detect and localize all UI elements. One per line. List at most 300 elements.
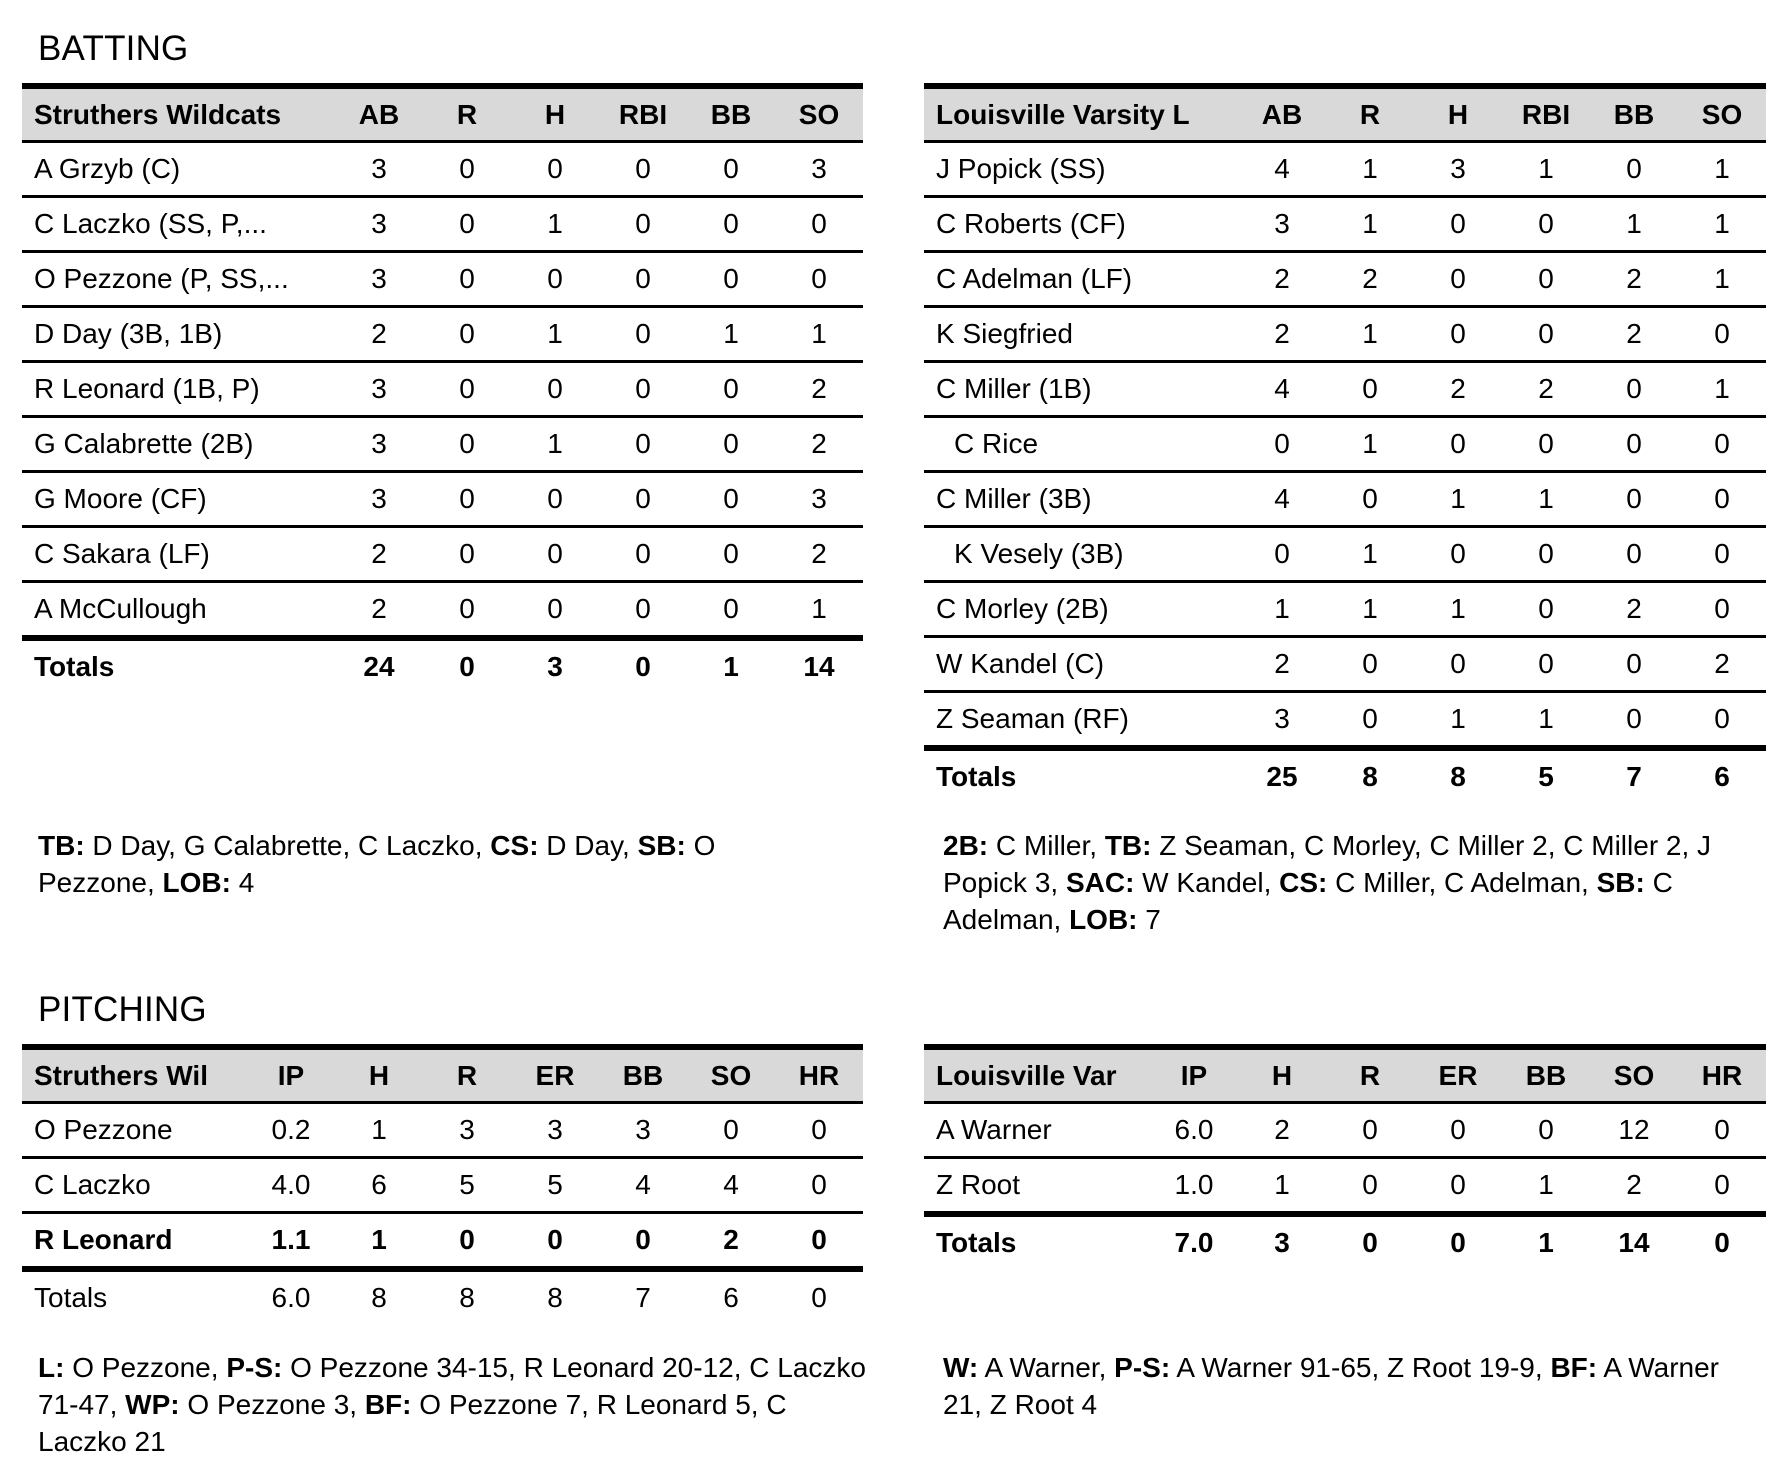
player-name: C Miller (1B): [924, 362, 1238, 417]
header-row: [924, 1047, 1766, 1103]
column-header-h: H: [335, 1047, 423, 1103]
stat-rbi: 1: [1502, 472, 1590, 527]
stat-so: 3: [775, 472, 863, 527]
totals-row: [22, 638, 863, 693]
stat-hr: 0: [775, 1103, 863, 1158]
stat-so: 2: [1678, 637, 1766, 692]
stat-h: 0: [1414, 417, 1502, 472]
stat-so: 1: [1678, 142, 1766, 197]
stat-bb: 0: [1590, 692, 1678, 749]
stat-so: 1: [1678, 252, 1766, 307]
stat-r: 0: [423, 527, 511, 582]
note-value: O Pezzone 34-15, R Leonard 20-12, C Laczko 71-47,: [38, 1352, 866, 1420]
stat-so: 0: [1678, 582, 1766, 637]
stat-so: 4: [687, 1158, 775, 1213]
column-header-rbi: RBI: [599, 86, 687, 142]
total-r: 0: [459, 651, 475, 682]
stat-h: 1: [1414, 472, 1502, 527]
total-r: 0: [1362, 1227, 1378, 1258]
player-row: [924, 1158, 1766, 1215]
stat-rbi: 1: [1502, 142, 1590, 197]
note-key: CS:: [1279, 867, 1328, 898]
stat-ab: 2: [1238, 637, 1326, 692]
player-row: [924, 307, 1766, 362]
team-name-header: Louisville Var: [924, 1047, 1150, 1103]
column-header-so: SO: [687, 1047, 775, 1103]
stat-r: 0: [423, 307, 511, 362]
stat-r: 0: [423, 362, 511, 417]
player-row: [924, 582, 1766, 637]
total-so: 6: [723, 1282, 739, 1313]
player-row: [22, 527, 863, 582]
stat-r: 0: [423, 252, 511, 307]
batting-notes-home: [38, 827, 838, 901]
stat-so: 1: [775, 582, 863, 639]
stat-rbi: 0: [599, 417, 687, 472]
stat-hr: 0: [775, 1158, 863, 1213]
stat-bb: 1: [1502, 1158, 1590, 1215]
stat-r: 1: [1326, 582, 1414, 637]
stat-ab: 1: [1238, 582, 1326, 637]
stat-bb: 0: [1590, 417, 1678, 472]
stat-er: 0: [1414, 1158, 1502, 1215]
stat-ab: 2: [335, 527, 423, 582]
header-row: [924, 86, 1766, 142]
stat-rbi: 0: [1502, 307, 1590, 362]
total-bb: 7: [635, 1282, 651, 1313]
total-hr: 0: [811, 1282, 827, 1313]
stat-bb: 0: [1590, 472, 1678, 527]
stat-r: 0: [1326, 637, 1414, 692]
total-bb: 1: [723, 651, 739, 682]
batting-notes-away: [943, 827, 1743, 938]
pitching-notes-home: [38, 1349, 868, 1460]
column-header-hr: HR: [1678, 1047, 1766, 1103]
stat-so: 2: [775, 417, 863, 472]
column-header-ip: IP: [1150, 1047, 1238, 1103]
stat-r: 0: [1326, 1103, 1414, 1158]
player-name: C Rice: [924, 417, 1238, 472]
player-name: C Adelman (LF): [924, 252, 1238, 307]
total-rbi: 5: [1538, 761, 1554, 792]
player-name: O Pezzone: [22, 1103, 247, 1158]
stat-bb: 0: [1502, 1103, 1590, 1158]
stat-bb: 0: [687, 197, 775, 252]
column-header-ip: IP: [247, 1047, 335, 1103]
player-row: [924, 1103, 1766, 1158]
stat-ab: 3: [335, 252, 423, 307]
stat-h: 0: [511, 527, 599, 582]
stat-bb: 0: [687, 472, 775, 527]
stat-rbi: 0: [599, 362, 687, 417]
stat-r: 0: [1326, 692, 1414, 749]
player-name: C Roberts (CF): [924, 197, 1238, 252]
stat-h: 0: [511, 362, 599, 417]
column-header-bb: BB: [1502, 1047, 1590, 1103]
totals-label: Totals: [34, 1282, 108, 1313]
stat-r: 0: [423, 1213, 511, 1270]
batting-section-title: BATTING: [38, 29, 189, 68]
player-row: [22, 472, 863, 527]
stat-so: 0: [1678, 307, 1766, 362]
note-value: C Adelman,: [943, 867, 1673, 935]
total-rbi: 0: [635, 651, 651, 682]
note-value: A Warner 21, Z Root 4: [943, 1352, 1719, 1420]
stat-rbi: 0: [599, 307, 687, 362]
stat-r: 0: [1326, 1158, 1414, 1215]
stat-h: 0: [1414, 252, 1502, 307]
stat-rbi: 0: [599, 197, 687, 252]
stat-so: 0: [1678, 472, 1766, 527]
stat-so: 0: [1678, 417, 1766, 472]
stat-hr: 0: [775, 1213, 863, 1270]
stat-bb: 2: [1590, 252, 1678, 307]
note-value: W Kandel,: [1134, 867, 1280, 898]
stat-er: 5: [511, 1158, 599, 1213]
stat-ab: 3: [335, 362, 423, 417]
player-row: [924, 637, 1766, 692]
note-value: O Pezzone 7, R Leonard 5, C Laczko 21: [38, 1389, 787, 1457]
note-key: 2B:: [943, 830, 989, 861]
note-value: 7: [1137, 904, 1161, 935]
team-name-header: Struthers Wildcats: [22, 86, 335, 142]
note-key: BF:: [1550, 1352, 1598, 1383]
stat-h: 1: [1414, 692, 1502, 749]
stat-h: 1: [335, 1103, 423, 1158]
total-er: 8: [547, 1282, 563, 1313]
player-row: [22, 142, 863, 197]
total-bb: 1: [1538, 1227, 1554, 1258]
stat-ab: 2: [335, 307, 423, 362]
player-name: C Morley (2B): [924, 582, 1238, 637]
note-key: CS:: [490, 830, 539, 861]
player-row: [22, 582, 863, 639]
stat-rbi: 0: [599, 252, 687, 307]
stat-h: 0: [1414, 197, 1502, 252]
stat-rbi: 0: [599, 142, 687, 197]
total-ab: 24: [363, 651, 395, 682]
note-value: D Day, G Calabrette, C Laczko,: [84, 830, 491, 861]
column-header-r: R: [1326, 1047, 1414, 1103]
note-key: P-S:: [1114, 1352, 1171, 1383]
note-value: O Pezzone 3,: [179, 1389, 365, 1420]
stat-ab: 3: [1238, 197, 1326, 252]
player-name: C Laczko: [22, 1158, 247, 1213]
player-name: D Day (3B, 1B): [22, 307, 335, 362]
stat-h: 2: [1238, 1103, 1326, 1158]
stat-so: 1: [775, 307, 863, 362]
team-name-header: Struthers Wil: [22, 1047, 247, 1103]
player-row: [22, 252, 863, 307]
player-name: C Laczko (SS, P,...: [22, 197, 335, 252]
note-key: SAC:: [1065, 867, 1135, 898]
batting-table-home: [22, 83, 863, 693]
column-header-ab: AB: [1238, 86, 1326, 142]
stat-r: 0: [423, 472, 511, 527]
stat-bb: 4: [599, 1158, 687, 1213]
stat-h: 1: [1238, 1158, 1326, 1215]
header-row: [22, 1047, 863, 1103]
stat-rbi: 0: [1502, 582, 1590, 637]
player-name: K Vesely (3B): [924, 527, 1238, 582]
player-name: R Leonard: [22, 1213, 247, 1270]
column-header-r: R: [423, 1047, 511, 1103]
stat-so: 1: [1678, 362, 1766, 417]
stat-bb: 2: [1590, 582, 1678, 637]
stat-ab: 2: [1238, 307, 1326, 362]
stat-rbi: 1: [1502, 692, 1590, 749]
stat-r: 2: [1326, 252, 1414, 307]
stat-ab: 4: [1238, 142, 1326, 197]
stat-bb: 0: [687, 582, 775, 639]
column-header-er: ER: [1414, 1047, 1502, 1103]
note-key: L:: [38, 1352, 65, 1383]
stat-h: 0: [511, 252, 599, 307]
total-bb: 7: [1626, 761, 1642, 792]
note-key: WP:: [125, 1389, 180, 1420]
note-value: C Miller, C Adelman,: [1327, 867, 1597, 898]
stat-rbi: 0: [1502, 637, 1590, 692]
stat-rbi: 2: [1502, 362, 1590, 417]
total-er: 0: [1450, 1227, 1466, 1258]
header-row: [22, 86, 863, 142]
totals-row: [22, 1269, 863, 1324]
stat-ab: 3: [335, 197, 423, 252]
player-row: [924, 142, 1766, 197]
total-so: 14: [1618, 1227, 1650, 1258]
player-row: [924, 417, 1766, 472]
stat-so: 12: [1590, 1103, 1678, 1158]
stat-rbi: 0: [599, 472, 687, 527]
stat-ip: 1.1: [247, 1213, 335, 1270]
stat-r: 0: [1326, 362, 1414, 417]
stat-r: 5: [423, 1158, 511, 1213]
stat-so: 3: [775, 142, 863, 197]
player-name: C Sakara (LF): [22, 527, 335, 582]
column-header-bb: BB: [687, 86, 775, 142]
player-row: [924, 527, 1766, 582]
stat-er: 3: [511, 1103, 599, 1158]
stat-ip: 4.0: [247, 1158, 335, 1213]
player-row: [924, 692, 1766, 749]
stat-h: 0: [511, 142, 599, 197]
column-header-rbi: RBI: [1502, 86, 1590, 142]
player-row: [924, 252, 1766, 307]
column-header-ab: AB: [335, 86, 423, 142]
column-header-er: ER: [511, 1047, 599, 1103]
stat-bb: 0: [1590, 362, 1678, 417]
pitching-notes-away: [943, 1349, 1763, 1423]
stat-ab: 3: [335, 417, 423, 472]
note-key: LOB:: [1069, 904, 1138, 935]
total-so: 6: [1714, 761, 1730, 792]
totals-row: [924, 1214, 1766, 1269]
player-row: [924, 362, 1766, 417]
note-value: 4: [230, 867, 255, 898]
player-name: A Warner: [924, 1103, 1150, 1158]
stat-er: 0: [1414, 1103, 1502, 1158]
stat-bb: 0: [687, 142, 775, 197]
player-name: A McCullough: [22, 582, 335, 639]
column-header-r: R: [423, 86, 511, 142]
column-header-h: H: [1238, 1047, 1326, 1103]
player-row: [22, 417, 863, 472]
note-key: TB:: [38, 830, 85, 861]
note-key: SB:: [637, 830, 686, 861]
note-key: TB:: [1104, 830, 1152, 861]
column-header-hr: HR: [775, 1047, 863, 1103]
pitching-table-away: [924, 1044, 1766, 1269]
note-value: O Pezzone,: [38, 830, 716, 898]
note-value: A Warner 91-65, Z Root 19-9,: [1170, 1352, 1551, 1383]
note-value: C Miller,: [988, 830, 1105, 861]
stat-hr: 0: [1678, 1158, 1766, 1215]
player-name: K Siegfried: [924, 307, 1238, 362]
stat-bb: 0: [1590, 637, 1678, 692]
stat-h: 1: [511, 417, 599, 472]
stat-r: 1: [1326, 197, 1414, 252]
stat-r: 0: [423, 582, 511, 639]
stat-bb: 0: [687, 362, 775, 417]
total-ip: 7.0: [1174, 1227, 1214, 1258]
note-key: BF:: [364, 1389, 412, 1420]
stat-r: 0: [1326, 472, 1414, 527]
column-header-so: SO: [1590, 1047, 1678, 1103]
player-name: J Popick (SS): [924, 142, 1238, 197]
player-row: [924, 472, 1766, 527]
total-h: 3: [547, 651, 563, 682]
column-header-h: H: [511, 86, 599, 142]
total-h: 3: [1274, 1227, 1290, 1258]
stat-ip: 6.0: [1150, 1103, 1238, 1158]
total-hr: 0: [1714, 1227, 1730, 1258]
note-value: Z Seaman, C Morley, C Miller 2, C Miller 2, J Popick 3,: [943, 830, 1712, 898]
stat-r: 0: [423, 142, 511, 197]
stat-ab: 4: [1238, 362, 1326, 417]
stat-so: 2: [1590, 1158, 1678, 1215]
stat-rbi: 0: [1502, 417, 1590, 472]
stat-h: 1: [511, 307, 599, 362]
stat-bb: 0: [1590, 142, 1678, 197]
stat-ab: 3: [1238, 692, 1326, 749]
note-key: W:: [943, 1352, 979, 1383]
column-header-so: SO: [775, 86, 863, 142]
stat-r: 1: [1326, 527, 1414, 582]
player-row: [22, 197, 863, 252]
total-r: 8: [459, 1282, 475, 1313]
note-value: A Warner,: [978, 1352, 1115, 1383]
stat-rbi: 0: [599, 527, 687, 582]
column-header-bb: BB: [599, 1047, 687, 1103]
stat-rbi: 0: [1502, 527, 1590, 582]
player-row: [22, 1158, 863, 1213]
team-name-header: Louisville Varsity L: [924, 86, 1238, 142]
stat-er: 0: [511, 1213, 599, 1270]
pitching-table-home: [22, 1044, 863, 1324]
total-so: 14: [803, 651, 835, 682]
player-name: R Leonard (1B, P): [22, 362, 335, 417]
column-header-r: R: [1326, 86, 1414, 142]
column-header-h: H: [1414, 86, 1502, 142]
total-ip: 6.0: [271, 1282, 311, 1313]
total-h: 8: [1450, 761, 1466, 792]
total-r: 8: [1362, 761, 1378, 792]
stat-bb: 0: [1590, 527, 1678, 582]
stat-bb: 1: [687, 307, 775, 362]
note-key: LOB:: [162, 867, 231, 898]
player-name: Z Seaman (RF): [924, 692, 1238, 749]
player-name: G Calabrette (2B): [22, 417, 335, 472]
stat-h: 0: [511, 582, 599, 639]
totals-label: Totals: [936, 761, 1017, 792]
stat-bb: 0: [687, 252, 775, 307]
stat-ip: 1.0: [1150, 1158, 1238, 1215]
note-value: D Day,: [538, 830, 638, 861]
stat-ab: 2: [335, 582, 423, 639]
stat-r: 0: [423, 417, 511, 472]
total-ab: 25: [1266, 761, 1298, 792]
note-key: SB:: [1596, 867, 1645, 898]
stat-so: 2: [687, 1213, 775, 1270]
stat-r: 0: [423, 197, 511, 252]
stat-h: 1: [335, 1213, 423, 1270]
stat-h: 0: [1414, 527, 1502, 582]
player-name: G Moore (CF): [22, 472, 335, 527]
stat-so: 2: [775, 362, 863, 417]
player-name: O Pezzone (P, SS,...: [22, 252, 335, 307]
stat-so: 0: [1678, 527, 1766, 582]
stat-so: 1: [1678, 197, 1766, 252]
stat-bb: 0: [599, 1213, 687, 1270]
stat-h: 0: [1414, 637, 1502, 692]
player-row: [924, 197, 1766, 252]
stat-ab: 4: [1238, 472, 1326, 527]
note-value: O Pezzone,: [64, 1352, 227, 1383]
stat-h: 1: [511, 197, 599, 252]
player-row: [22, 1103, 863, 1158]
note-key: P-S:: [226, 1352, 283, 1383]
player-name: C Miller (3B): [924, 472, 1238, 527]
stat-h: 6: [335, 1158, 423, 1213]
pitching-section-title: PITCHING: [38, 990, 207, 1029]
stat-rbi: 0: [599, 582, 687, 639]
stat-h: 3: [1414, 142, 1502, 197]
totals-label: Totals: [34, 651, 115, 682]
stat-ab: 3: [335, 142, 423, 197]
totals-label: Totals: [936, 1227, 1017, 1258]
stat-bb: 0: [687, 527, 775, 582]
stat-bb: 3: [599, 1103, 687, 1158]
player-name: A Grzyb (C): [22, 142, 335, 197]
stat-ab: 0: [1238, 527, 1326, 582]
stat-h: 0: [511, 472, 599, 527]
batting-table-away: [924, 83, 1766, 803]
stat-so: 0: [775, 197, 863, 252]
stat-ab: 0: [1238, 417, 1326, 472]
stat-bb: 1: [1590, 197, 1678, 252]
stat-bb: 2: [1590, 307, 1678, 362]
total-h: 8: [371, 1282, 387, 1313]
stat-r: 1: [1326, 142, 1414, 197]
stat-h: 0: [1414, 307, 1502, 362]
stat-h: 1: [1414, 582, 1502, 637]
stat-so: 0: [1678, 692, 1766, 749]
stat-so: 0: [687, 1103, 775, 1158]
stat-ab: 3: [335, 472, 423, 527]
player-row: [22, 1213, 863, 1270]
player-row: [22, 307, 863, 362]
stat-r: 3: [423, 1103, 511, 1158]
